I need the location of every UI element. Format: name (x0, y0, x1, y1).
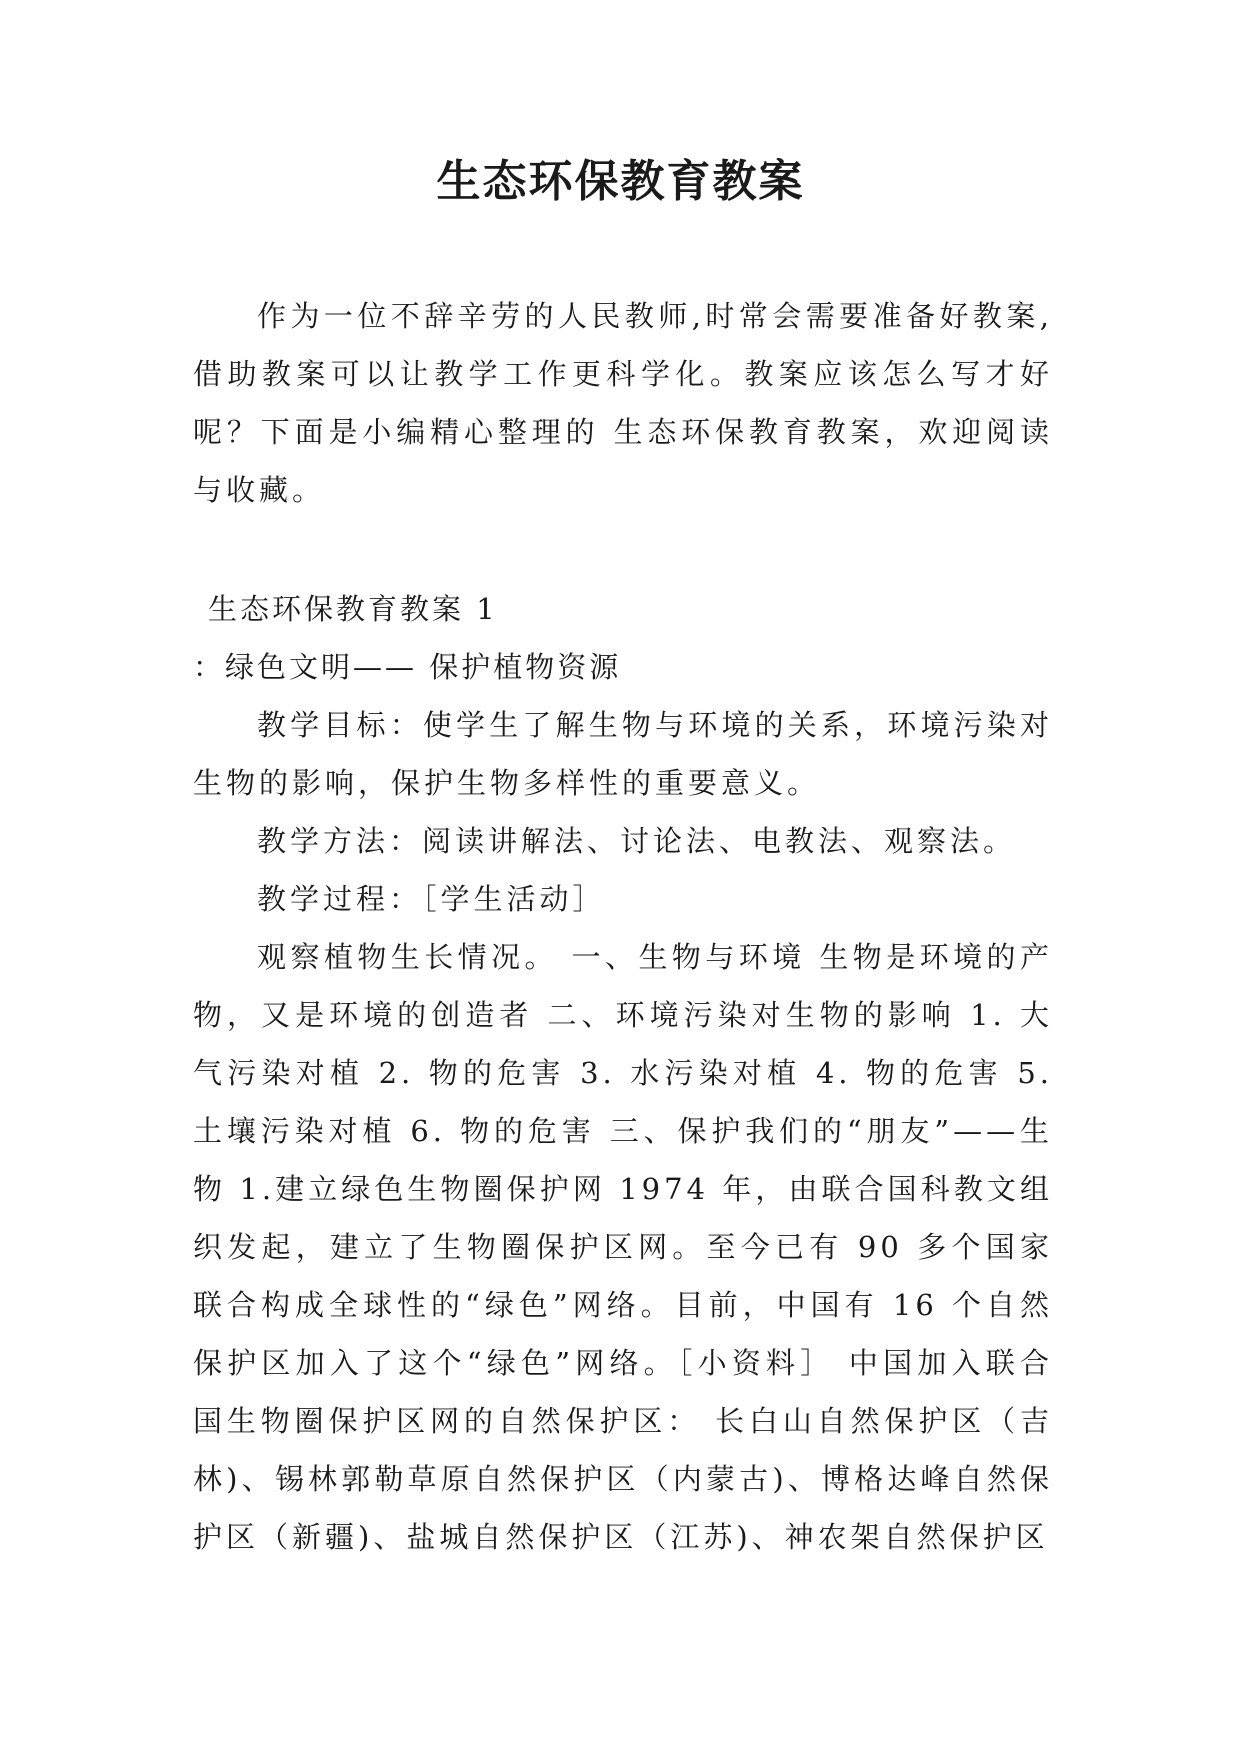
lesson-body-paragraph: 观察植物生长情况。 一、生物与环境 生物是环境的产物，又是环境的创造者 二、环境污染对生物的影响 1. 大气污染对植 2. 物的危害 3. 水污染对植 4. 物的危害 5. 土壤污染对植 6. 物的危害 三、保护我们的“朋友”——生物 1.建立绿色生物圈保护网 1974 年，由联合国科教文组织发起，建立了生物圈保护区网。至今已有 90 多个国家联合构成全球性的“绿色”网络。目前，中国有 16 个自然保护区加入了这个“绿色”网络。［小资料］ 中国加入联合国生物圈保护区网的自然保护区： 长白山自然保护区（吉林)、锡林郭勒草原自然保护区（内蒙古)、博格达峰自然保护区（新疆)、盐城自然保护区（江苏)、神农架自然保护区 (193, 940, 1053, 1554)
teaching-method-paragraph: 教学方法：阅读讲解法、讨论法、电教法、观察法。 (257, 824, 1017, 858)
section-subheading: ：绿色文明—— 保护植物资源 (193, 650, 622, 684)
teaching-process-paragraph: 教学过程：［学生活动］ (257, 882, 606, 916)
teaching-goal-paragraph: 教学目标：使学生了解生物与环境的关系，环境污染对生物的影响，保护生物多样性的重要意义。 (193, 708, 1053, 800)
intro-paragraph: 作为一位不辞辛劳的人民教师,时常会需要准备好教案,借助教案可以让教学工作更科学化。教案应该怎么写才好呢？下面是小编精心整理的 生态环保教育教案，欢迎阅读与收藏。 (193, 299, 1053, 507)
section-heading: 生态环保教育教案 1 (208, 592, 498, 626)
page-title: 生态环保教育教案 (436, 156, 805, 207)
